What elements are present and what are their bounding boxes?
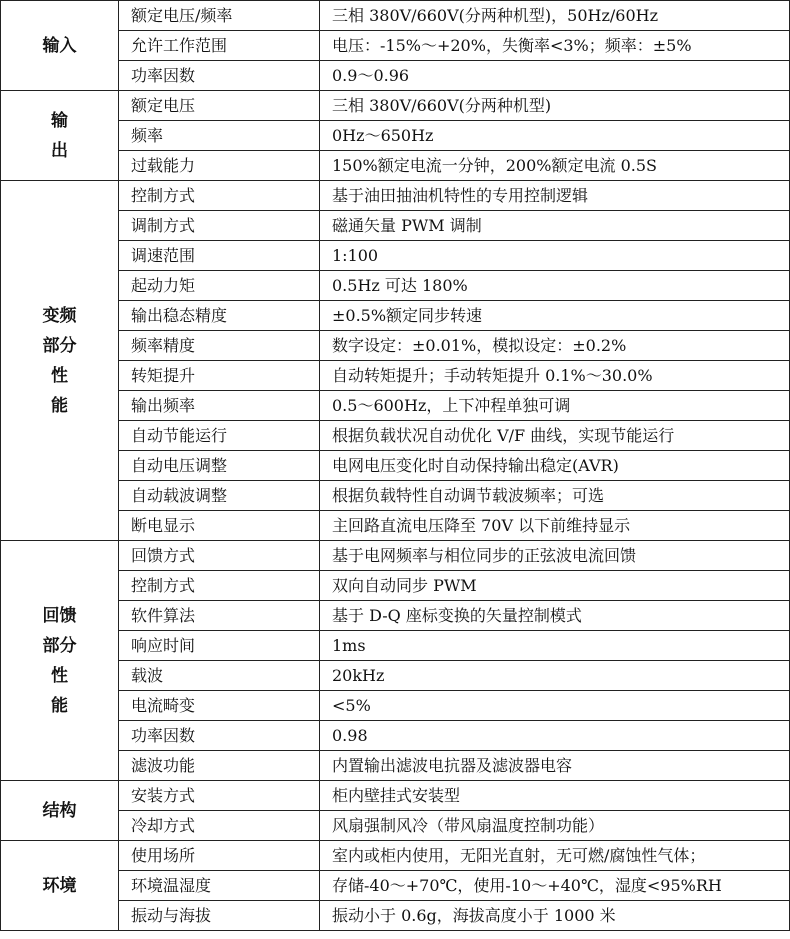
category-label — [43, 601, 77, 721]
parameter-cell: 额定电压/频率 — [119, 1, 320, 31]
table-row — [1, 31, 790, 61]
table-row — [1, 211, 790, 241]
category-cell — [1, 541, 119, 781]
value-cell: ±0.5%额定同步转速 — [320, 301, 790, 331]
parameter-cell: 额定电压 — [119, 91, 320, 121]
value-cell: 根据负载特性自动调节载波频率；可选 — [320, 481, 790, 511]
parameter-cell: 滤波功能 — [119, 751, 320, 781]
category-label-line: 部分 — [42, 635, 77, 656]
parameter-cell: 输出稳态精度 — [119, 301, 320, 331]
parameter-cell: 冷却方式 — [119, 811, 320, 841]
value-cell: 基于 D-Q 座标变换的矢量控制模式 — [320, 601, 790, 631]
category-cell — [1, 91, 119, 181]
value-cell: 根据负载状况自动优化 V/F 曲线，实现节能运行 — [320, 421, 790, 451]
table-row — [1, 301, 790, 331]
category-label-line: 环境 — [42, 875, 77, 896]
table-row — [1, 391, 790, 421]
category-label-line: 输 — [51, 110, 68, 131]
parameter-cell: 功率因数 — [119, 61, 320, 91]
table-row — [1, 901, 790, 931]
category-label-line: 输入 — [42, 35, 77, 56]
table-row — [1, 361, 790, 391]
table-row — [1, 661, 790, 691]
value-cell: 0.98 — [320, 721, 790, 751]
value-cell: 数字设定：±0.01%，模拟设定：±0.2% — [320, 331, 790, 361]
parameter-cell: 断电显示 — [119, 511, 320, 541]
value-cell: 0.5Hz 可达 180% — [320, 271, 790, 301]
value-cell: 电压：-15%～+20%，失衡率<3%；频率：±5% — [320, 31, 790, 61]
parameter-cell: 自动节能运行 — [119, 421, 320, 451]
table-row — [1, 631, 790, 661]
value-cell: 主回路直流电压降至 70V 以下前维持显示 — [320, 511, 790, 541]
value-cell: 1ms — [320, 631, 790, 661]
table-row — [1, 181, 790, 211]
category-label — [43, 796, 77, 826]
parameter-cell: 控制方式 — [119, 571, 320, 601]
value-cell: 0Hz～650Hz — [320, 121, 790, 151]
table-row — [1, 91, 790, 121]
category-label-line: 能 — [51, 395, 68, 416]
parameter-cell: 响应时间 — [119, 631, 320, 661]
value-cell: 基于油田抽油机特性的专用控制逻辑 — [320, 181, 790, 211]
category-cell — [1, 181, 119, 541]
parameter-cell: 回馈方式 — [119, 541, 320, 571]
table-row — [1, 871, 790, 901]
parameter-cell: 软件算法 — [119, 601, 320, 631]
value-cell: 150%额定电流一分钟，200%额定电流 0.5S — [320, 151, 790, 181]
category-label-line: 部分 — [42, 335, 77, 356]
table-row — [1, 571, 790, 601]
category-label — [51, 106, 68, 166]
category-label — [43, 301, 77, 421]
parameter-cell: 频率 — [119, 121, 320, 151]
table-row — [1, 421, 790, 451]
parameter-cell: 允许工作范围 — [119, 31, 320, 61]
table-row — [1, 481, 790, 511]
category-label-line: 变频 — [42, 305, 77, 326]
value-cell: 20kHz — [320, 661, 790, 691]
table-row — [1, 511, 790, 541]
table-row — [1, 541, 790, 571]
table-row — [1, 451, 790, 481]
value-cell: 存储-40～+70℃，使用-10～+40℃，湿度<95%RH — [320, 871, 790, 901]
value-cell: 1:100 — [320, 241, 790, 271]
table-row — [1, 271, 790, 301]
value-cell: 双向自动同步 PWM — [320, 571, 790, 601]
category-label-line: 性 — [51, 365, 68, 386]
table-row — [1, 241, 790, 271]
category-cell — [1, 781, 119, 841]
category-label — [43, 31, 77, 61]
value-cell: 0.5～600Hz，上下冲程单独可调 — [320, 391, 790, 421]
value-cell: 振动小于 0.6g，海拔高度小于 1000 米 — [320, 901, 790, 931]
parameter-cell: 控制方式 — [119, 181, 320, 211]
table-row — [1, 751, 790, 781]
value-cell: 三相 380V/660V(分两种机型)，50Hz/60Hz — [320, 1, 790, 31]
category-cell — [1, 841, 119, 931]
table-row — [1, 781, 790, 811]
parameter-cell: 自动载波调整 — [119, 481, 320, 511]
value-cell: 内置输出滤波电抗器及滤波器电容 — [320, 751, 790, 781]
parameter-cell: 载波 — [119, 661, 320, 691]
category-label-line: 能 — [51, 695, 68, 716]
parameter-cell: 环境温湿度 — [119, 871, 320, 901]
table-row — [1, 601, 790, 631]
table-row — [1, 61, 790, 91]
table-row — [1, 721, 790, 751]
category-label-line: 结构 — [42, 800, 77, 821]
table-row — [1, 1, 790, 31]
value-cell: 基于电网频率与相位同步的正弦波电流回馈 — [320, 541, 790, 571]
parameter-cell: 转矩提升 — [119, 361, 320, 391]
parameter-cell: 自动电压调整 — [119, 451, 320, 481]
value-cell: 自动转矩提升；手动转矩提升 0.1%～30.0% — [320, 361, 790, 391]
spec-table-body — [1, 1, 790, 931]
value-cell: 风扇强制风冷（带风扇温度控制功能） — [320, 811, 790, 841]
value-cell: 室内或柜内使用，无阳光直射，无可燃/腐蚀性气体； — [320, 841, 790, 871]
table-row — [1, 691, 790, 721]
parameter-cell: 过载能力 — [119, 151, 320, 181]
category-cell — [1, 1, 119, 91]
parameter-cell: 调速范围 — [119, 241, 320, 271]
parameter-cell: 使用场所 — [119, 841, 320, 871]
category-label-line: 性 — [51, 665, 68, 686]
parameter-cell: 频率精度 — [119, 331, 320, 361]
value-cell: 电网电压变化时自动保持输出稳定(AVR) — [320, 451, 790, 481]
parameter-cell: 电流畸变 — [119, 691, 320, 721]
category-label — [43, 871, 77, 901]
category-label-line: 回馈 — [42, 605, 77, 626]
parameter-cell: 输出频率 — [119, 391, 320, 421]
parameter-cell: 功率因数 — [119, 721, 320, 751]
value-cell: 磁通矢量 PWM 调制 — [320, 211, 790, 241]
value-cell: 三相 380V/660V(分两种机型) — [320, 91, 790, 121]
table-row — [1, 841, 790, 871]
value-cell: 柜内壁挂式安装型 — [320, 781, 790, 811]
table-row — [1, 151, 790, 181]
parameter-cell: 安装方式 — [119, 781, 320, 811]
table-row — [1, 121, 790, 151]
table-row — [1, 331, 790, 361]
value-cell: <5% — [320, 691, 790, 721]
parameter-cell: 起动力矩 — [119, 271, 320, 301]
parameter-cell: 调制方式 — [119, 211, 320, 241]
parameter-cell: 振动与海拔 — [119, 901, 320, 931]
category-label-line: 出 — [51, 140, 68, 161]
table-row — [1, 811, 790, 841]
value-cell: 0.9～0.96 — [320, 61, 790, 91]
